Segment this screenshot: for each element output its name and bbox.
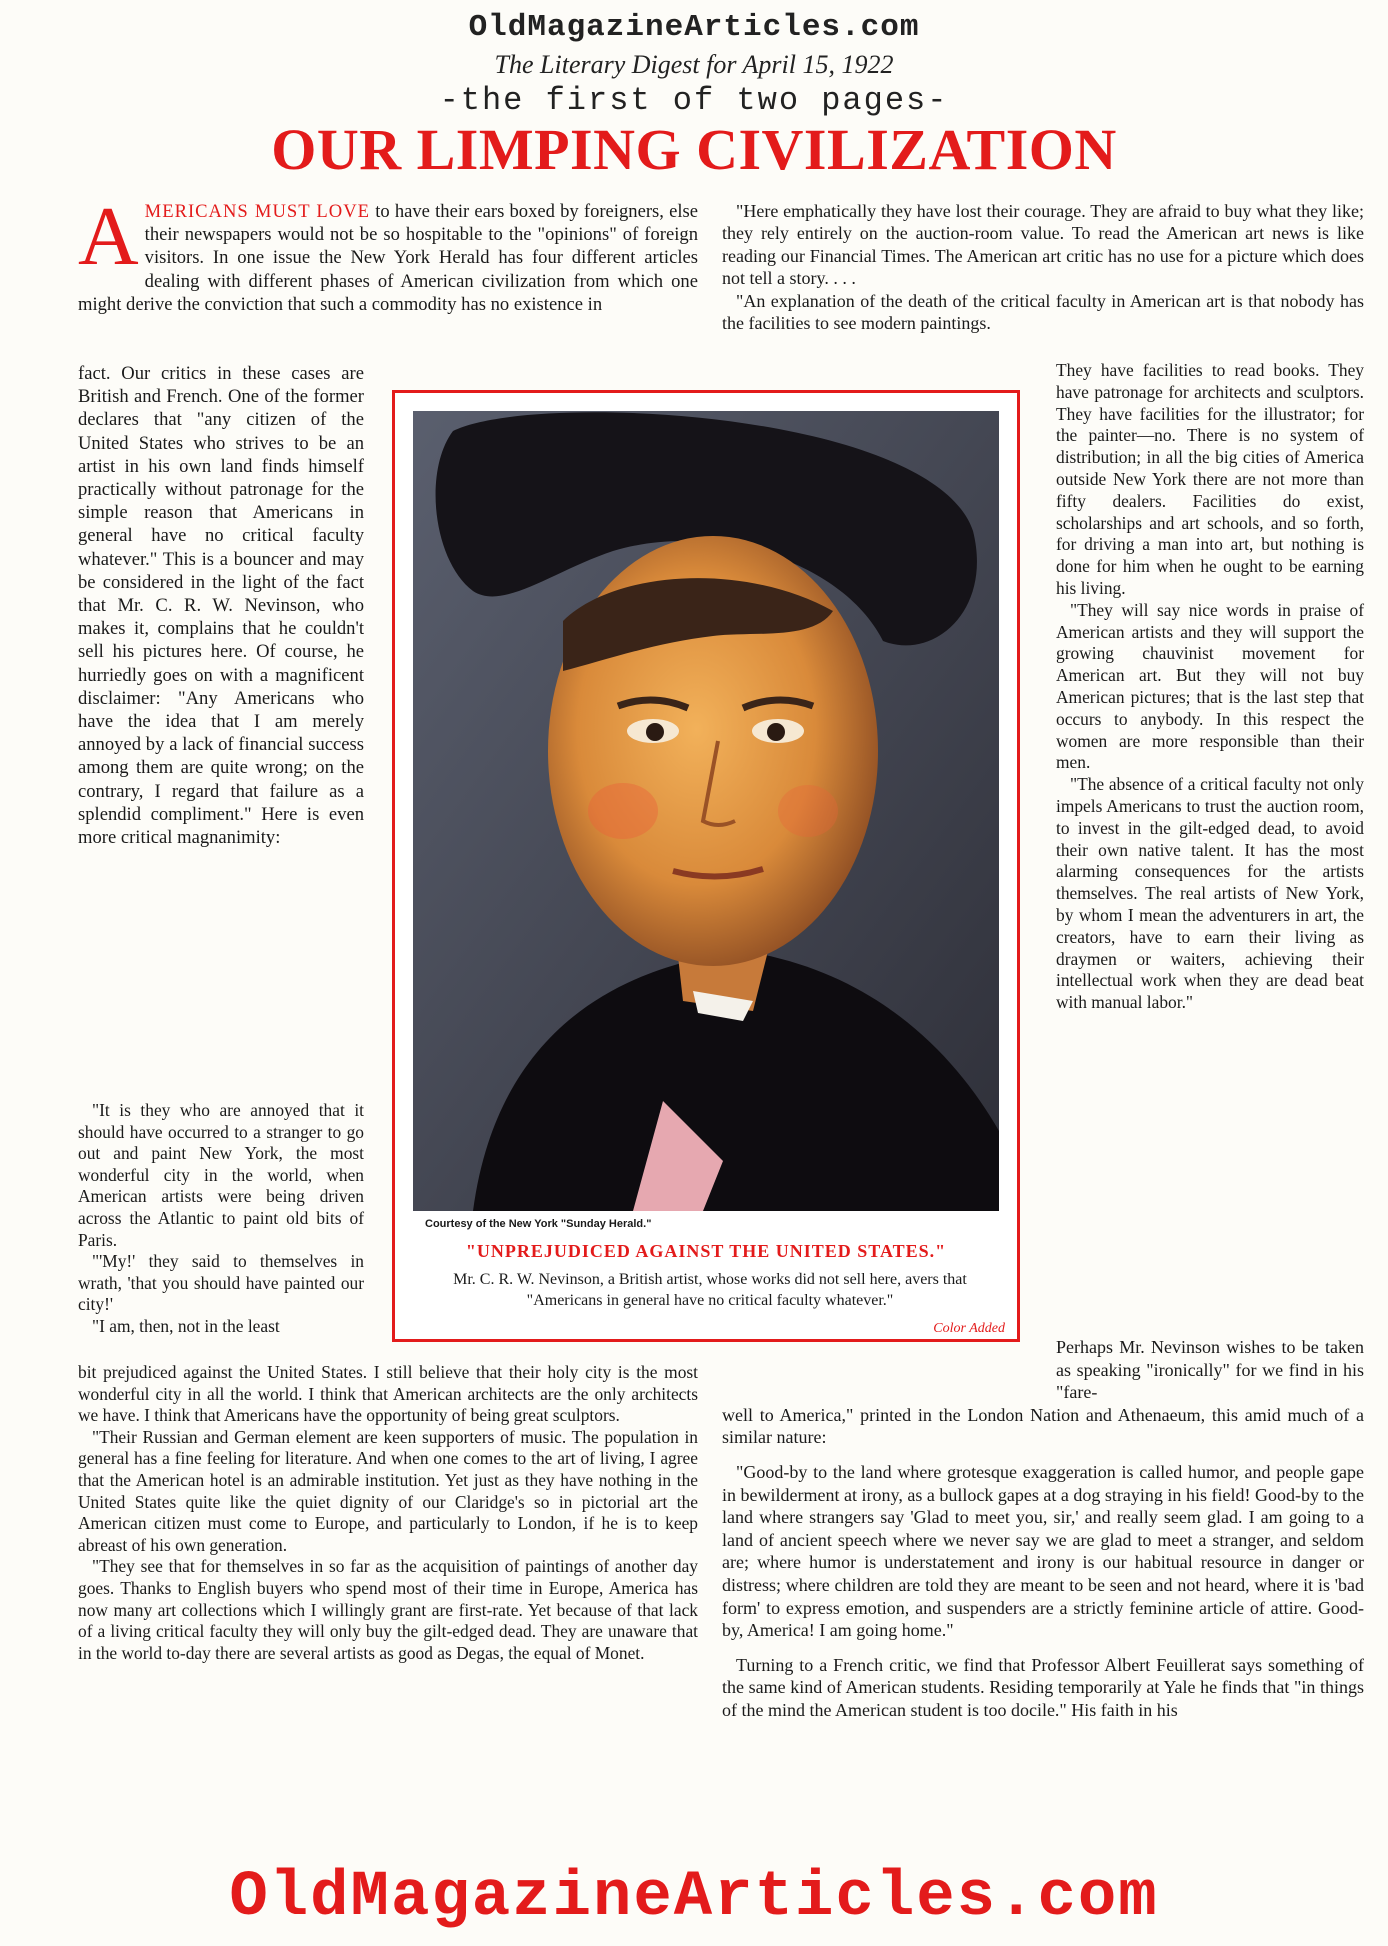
paragraph: fact. Our critics in these cases are British and French. One of the former declares that "any citizen of the United States who strives to be an artist in his own land finds himself practically without patronage for the simple reason that Americans in general have no critical faculty whatever." This is a bouncer and may be considered in the light of the fact that Mr. C. R. W. Nevinson, who makes it, complains that he couldn't sell his pictures here. Of course, he hurriedly goes on with a magnificent disclaimer: "Any Americans who have the idea that I am merely annoyed by a lack of financial success among them are quite wrong; on the contrary, I regard that failure as a splendid compliment." Here is even more critical magnanimity: — [78, 363, 364, 849]
quote-paragraph: "Their Russian and German element are keen supporters of music. The population in general has a fine feeling for literature. And when one comes to the art of living, I agree that the American hotel is an admirable institution. Yet just as they have nothing in the United States quite like the quiet dignity of our Claridge's so in pictorial art the American citizen must come to Europe, and particularly to London, if he is to keep abreast of his own generation. — [78, 1426, 698, 1555]
page-note: -the first of two pages- — [439, 82, 949, 119]
site-header: OldMagazineArticles.com — [468, 10, 920, 45]
right-column-bottom — [722, 1336, 1364, 1722]
quote-paragraph: "Good-by to the land where grotesque exaggeration is called humor, and people gape in bewilderment at irony, as a bullock gapes at a dog straying in his field! Good-by to the land where strangers say 'Glad to meet you, sir,' and really seem glad. I am going to a land of ancient speech where we never say we are glad to meet a stranger, and seldom are; where humor is understatement and irony is our habitual resource in danger or distress; where children are told they are meant to be seen and not heard, where it is 'bad form' to express emotion, and suspenders are a strictly feminine article of attire. Good-by, America! I am going home." — [722, 1461, 1364, 1641]
article-headline: OUR LIMPING CIVILIZATION — [271, 117, 1117, 182]
portrait-figure — [392, 390, 1020, 1342]
quote-paragraph: "It is they who are annoyed that it should have occurred to a stranger to go out and paint New York, the most wonderful city in the world, when American artists were being driven across the Atlantic to paint old bits of Paris. — [78, 1100, 364, 1250]
left-column-narrow — [78, 362, 364, 849]
site-footer: OldMagazineArticles.com — [229, 1862, 1159, 1934]
photo-credit: Courtesy of the New York "Sunday Herald." — [425, 1218, 652, 1230]
caption-title: "UNPREJUDICED AGAINST THE UNITED STATES." — [465, 1241, 947, 1261]
caption-text: Mr. C. R. W. Nevinson, a British artist, whose works did not sell here, avers that "Americans in general have no critical faculty whatever." — [453, 1271, 967, 1309]
quote-paragraph: "The absence of a critical faculty not only impels Americans to trust the auction room, to invest in the gilt-edged dead, to avoid their own native talent. It has the most alarming consequences for the artists themselves. The real artists of New York, by whom I mean the adventurers in art, the creators, have to earn their living as draymen or waiters, achieving their intellectual work when they are dead beat with manual labor." — [1056, 774, 1364, 1013]
paragraph: well to America," printed in the London Nation and Athenaeum, this amid much of a similar nature: — [722, 1404, 1364, 1448]
intro-text: to have their ears boxed by foreigners, else their newspapers would not be so hospitable to the "opinions" of foreign visitors. In one issue the New York Herald has four different articles dealing with different phases of American civilization from which one might derive the conviction that such a commodity has no existence in — [78, 201, 698, 315]
paragraph: Perhaps Mr. Nevinson wishes to be taken as speaking "ironically" for we find in his "fare- — [1056, 1337, 1364, 1403]
right-column-narrow — [1056, 360, 1364, 1014]
left-quote-block — [78, 1100, 364, 1338]
left-column-bottom — [78, 1362, 698, 1664]
lead-caps: MERICANS MUST LOVE — [144, 201, 371, 222]
issue-line: The Literary Digest for April 15, 1922 — [494, 50, 894, 79]
right-column-top — [722, 200, 1364, 334]
quote-paragraph: "I am, then, not in the least — [92, 1315, 280, 1336]
drop-cap: A — [78, 190, 139, 283]
quote-paragraph: "They see that for themselves in so far as the acquisition of paintings of another day goes. Thanks to English buyers who spend most of their time in Europe, America has now many art collections which I willingly grant are first-rate. Yet because of that lack of a living critical faculty they will only buy the gilt-edged dead. They are unaware that in the world to-day there are several artists as good as Degas, the equal of Monet. — [78, 1556, 698, 1663]
quote-paragraph: "They will say nice words in praise of American artists and they will support the growing chauvinist movement for American art. But they will not buy American pictures; that is the last step that occurs to anybody. In this respect the women are more responsible than their men. — [1056, 599, 1364, 773]
color-added-note: Color Added — [933, 1321, 1005, 1336]
quote-paragraph: bit prejudiced against the United States. I still believe that their holy city is the most wonderful city in all the world. I think that American architects are the only architects we have. I think that Americans have the opportunity of being great sculptors. — [78, 1362, 698, 1426]
portrait-painting-image — [413, 411, 999, 1211]
quote-paragraph: "'My!' they said to themselves in wrath, 'that you should have painted our city!' — [78, 1251, 364, 1315]
quote-paragraph: They have facilities to read books. They have patronage for architects and sculptors. They have facilities for the illustrator; for the painter—no. There is no system of distribution; in all the big cities of America outside New York there are not more than fifty dealers. Facilities do exist, scholarships and art schools, and so forth, for driving a man into art, but nothing is done for him when he ought to be earning his living. — [1056, 360, 1364, 598]
paragraph: Turning to a French critic, we find that Professor Albert Feuillerat says something of the same kind of American students. Residing temporarily at Yale he finds that "in things of the mind the American student is too docile." His faith in his — [722, 1654, 1364, 1720]
quote-paragraph: "An explanation of the death of the critical faculty in American art is that nobody has the facilities to see modern paintings. — [722, 290, 1364, 334]
left-column-intro — [78, 190, 698, 316]
quote-paragraph: "Here emphatically they have lost their courage. They are afraid to buy what they like; they rely entirely on the auction-room value. To read the American art news is like reading our Financial Times. The American art critic has no use for a picture which does not tell a story. . . . — [722, 201, 1364, 289]
